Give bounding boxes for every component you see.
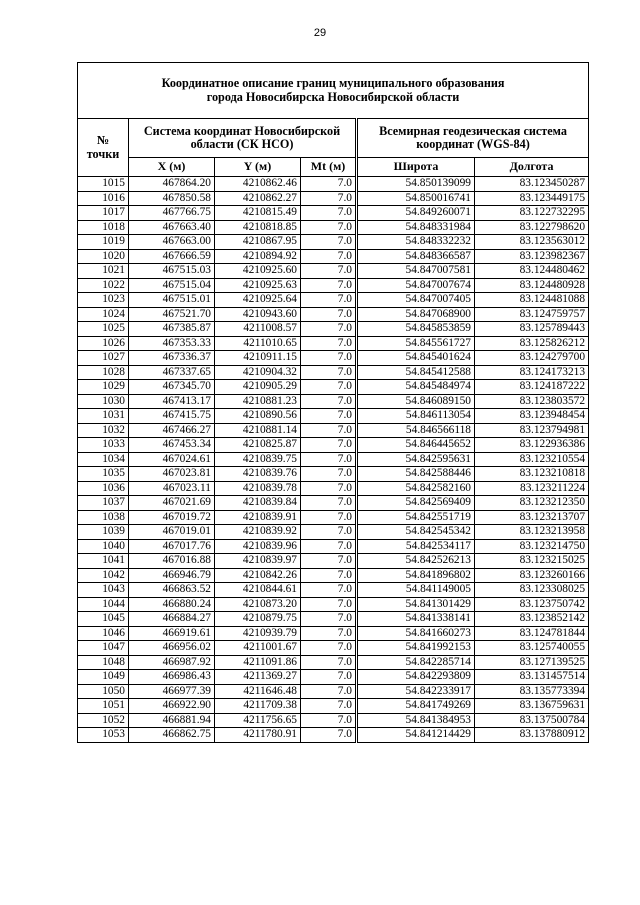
x-coordinate-cell: 466880.24 bbox=[129, 597, 215, 612]
latitude-cell: 54.841384953 bbox=[357, 713, 475, 728]
point-number-cell: 1027 bbox=[78, 351, 129, 366]
table-row bbox=[78, 510, 589, 525]
point-number-cell: 1038 bbox=[78, 510, 129, 525]
y-coordinate-cell: 4210943.60 bbox=[215, 307, 301, 322]
latitude-cell: 54.847007674 bbox=[357, 278, 475, 293]
y-coordinate-cell: 4210818.85 bbox=[215, 220, 301, 235]
mt-cell: 7.0 bbox=[301, 293, 357, 308]
table-row bbox=[78, 583, 589, 598]
point-number-cell: 1034 bbox=[78, 452, 129, 467]
x-coordinate-cell: 467016.88 bbox=[129, 554, 215, 569]
x-coordinate-cell: 467515.01 bbox=[129, 293, 215, 308]
point-number-cell: 1045 bbox=[78, 612, 129, 627]
x-coordinate-cell: 467453.34 bbox=[129, 438, 215, 453]
latitude-cell: 54.850016741 bbox=[357, 191, 475, 206]
latitude-cell: 54.841749269 bbox=[357, 699, 475, 714]
latitude-cell: 54.845412588 bbox=[357, 365, 475, 380]
point-number-cell: 1017 bbox=[78, 206, 129, 221]
longitude-cell: 83.123750742 bbox=[475, 597, 589, 612]
table-title bbox=[78, 63, 589, 119]
point-number-cell: 1024 bbox=[78, 307, 129, 322]
table-row bbox=[78, 278, 589, 293]
table-row bbox=[78, 191, 589, 206]
x-coordinate-cell: 466863.52 bbox=[129, 583, 215, 598]
longitude-cell: 83.122936386 bbox=[475, 438, 589, 453]
latitude-cell: 54.842582160 bbox=[357, 481, 475, 496]
latitude-cell: 54.841992153 bbox=[357, 641, 475, 656]
latitude-cell: 54.841338141 bbox=[357, 612, 475, 627]
x-coordinate-cell: 467345.70 bbox=[129, 380, 215, 395]
mt-cell: 7.0 bbox=[301, 191, 357, 206]
y-coordinate-cell: 4210862.46 bbox=[215, 177, 301, 192]
latitude-cell: 54.842551719 bbox=[357, 510, 475, 525]
longitude-cell: 83.125740055 bbox=[475, 641, 589, 656]
longitude-cell: 83.123308025 bbox=[475, 583, 589, 598]
table-row bbox=[78, 467, 589, 482]
table-row bbox=[78, 684, 589, 699]
mt-cell: 7.0 bbox=[301, 597, 357, 612]
point-number-cell: 1030 bbox=[78, 394, 129, 409]
mt-cell: 7.0 bbox=[301, 467, 357, 482]
x-coordinate-cell: 467413.17 bbox=[129, 394, 215, 409]
x-coordinate-cell: 467337.65 bbox=[129, 365, 215, 380]
mt-cell: 7.0 bbox=[301, 699, 357, 714]
x-coordinate-cell: 467515.04 bbox=[129, 278, 215, 293]
latitude-cell: 54.847068900 bbox=[357, 307, 475, 322]
table-row bbox=[78, 322, 589, 337]
longitude-cell: 83.124781844 bbox=[475, 626, 589, 641]
x-coordinate-cell: 467415.75 bbox=[129, 409, 215, 424]
x-coordinate-cell: 467024.61 bbox=[129, 452, 215, 467]
point-number-cell: 1031 bbox=[78, 409, 129, 424]
longitude-cell: 83.123450287 bbox=[475, 177, 589, 192]
y-coordinate-cell: 4210911.15 bbox=[215, 351, 301, 366]
mt-cell: 7.0 bbox=[301, 713, 357, 728]
wgs-system-header-line-1: Всемирная геодезическая система bbox=[379, 123, 567, 138]
table-row bbox=[78, 728, 589, 743]
x-coordinate-cell: 466922.90 bbox=[129, 699, 215, 714]
x-coordinate-cell: 467017.76 bbox=[129, 539, 215, 554]
mt-cell: 7.0 bbox=[301, 307, 357, 322]
point-number-cell: 1049 bbox=[78, 670, 129, 685]
x-coordinate-cell: 466986.43 bbox=[129, 670, 215, 685]
point-number-header-line-1: № bbox=[96, 133, 110, 147]
y-coordinate-cell: 4210881.14 bbox=[215, 423, 301, 438]
y-coordinate-cell: 4211756.65 bbox=[215, 713, 301, 728]
latitude-cell: 54.841301429 bbox=[357, 597, 475, 612]
x-coordinate-cell: 467019.01 bbox=[129, 525, 215, 540]
longitude-cell: 83.123212350 bbox=[475, 496, 589, 511]
y-coordinate-cell: 4210839.91 bbox=[215, 510, 301, 525]
latitude-cell: 54.846113054 bbox=[357, 409, 475, 424]
point-number-cell: 1041 bbox=[78, 554, 129, 569]
point-number-header bbox=[78, 119, 129, 177]
longitude-cell: 83.124187222 bbox=[475, 380, 589, 395]
coordinates-table bbox=[77, 62, 589, 743]
table-title-line-2: города Новосибирска Новосибирской области bbox=[206, 89, 460, 104]
table-row bbox=[78, 235, 589, 250]
mt-cell: 7.0 bbox=[301, 728, 357, 743]
mt-cell: 7.0 bbox=[301, 568, 357, 583]
longitude-cell: 83.123794981 bbox=[475, 423, 589, 438]
point-number-cell: 1050 bbox=[78, 684, 129, 699]
mt-cell: 7.0 bbox=[301, 336, 357, 351]
mt-cell: 7.0 bbox=[301, 452, 357, 467]
longitude-cell: 83.124759757 bbox=[475, 307, 589, 322]
point-number-cell: 1026 bbox=[78, 336, 129, 351]
y-coordinate-cell: 4210867.95 bbox=[215, 235, 301, 250]
latitude-cell: 54.841149005 bbox=[357, 583, 475, 598]
y-coordinate-cell: 4210839.97 bbox=[215, 554, 301, 569]
x-coordinate-cell: 466956.02 bbox=[129, 641, 215, 656]
latitude-cell: 54.845484974 bbox=[357, 380, 475, 395]
mt-cell: 7.0 bbox=[301, 539, 357, 554]
y-coordinate-cell: 4210839.75 bbox=[215, 452, 301, 467]
longitude-cell: 83.123210818 bbox=[475, 467, 589, 482]
x-column-header: X (м) bbox=[129, 158, 215, 177]
mt-cell: 7.0 bbox=[301, 394, 357, 409]
mt-cell: 7.0 bbox=[301, 365, 357, 380]
mt-cell: 7.0 bbox=[301, 351, 357, 366]
point-number-cell: 1047 bbox=[78, 641, 129, 656]
longitude-cell: 83.123210554 bbox=[475, 452, 589, 467]
table-row bbox=[78, 568, 589, 583]
y-coordinate-cell: 4210839.84 bbox=[215, 496, 301, 511]
point-number-cell: 1048 bbox=[78, 655, 129, 670]
x-coordinate-cell: 466987.92 bbox=[129, 655, 215, 670]
table-row bbox=[78, 336, 589, 351]
table-row bbox=[78, 423, 589, 438]
latitude-cell: 54.847007405 bbox=[357, 293, 475, 308]
point-number-cell: 1053 bbox=[78, 728, 129, 743]
y-coordinate-cell: 4210839.92 bbox=[215, 525, 301, 540]
latitude-cell: 54.842595631 bbox=[357, 452, 475, 467]
y-coordinate-cell: 4210839.96 bbox=[215, 539, 301, 554]
y-coordinate-cell: 4210842.26 bbox=[215, 568, 301, 583]
mt-cell: 7.0 bbox=[301, 481, 357, 496]
table-row bbox=[78, 699, 589, 714]
mt-cell: 7.0 bbox=[301, 583, 357, 598]
latitude-cell: 54.845401624 bbox=[357, 351, 475, 366]
y-coordinate-cell: 4210890.56 bbox=[215, 409, 301, 424]
table-row bbox=[78, 612, 589, 627]
table-row bbox=[78, 539, 589, 554]
y-coordinate-cell: 4210925.63 bbox=[215, 278, 301, 293]
table-row bbox=[78, 293, 589, 308]
mt-cell: 7.0 bbox=[301, 684, 357, 699]
point-number-cell: 1021 bbox=[78, 264, 129, 279]
table-row bbox=[78, 206, 589, 221]
mt-cell: 7.0 bbox=[301, 249, 357, 264]
x-coordinate-cell: 467864.20 bbox=[129, 177, 215, 192]
latitude-cell: 54.846566118 bbox=[357, 423, 475, 438]
x-coordinate-cell: 467663.00 bbox=[129, 235, 215, 250]
latitude-cell: 54.841896802 bbox=[357, 568, 475, 583]
latitude-cell: 54.841660273 bbox=[357, 626, 475, 641]
latitude-cell: 54.842569409 bbox=[357, 496, 475, 511]
x-coordinate-cell: 467766.75 bbox=[129, 206, 215, 221]
x-coordinate-cell: 467850.58 bbox=[129, 191, 215, 206]
mt-cell: 7.0 bbox=[301, 525, 357, 540]
longitude-cell: 83.123563012 bbox=[475, 235, 589, 250]
latitude-cell: 54.846445652 bbox=[357, 438, 475, 453]
wgs-system-header-line-2: координат (WGS-84) bbox=[416, 137, 530, 151]
latitude-cell: 54.841214429 bbox=[357, 728, 475, 743]
longitude-cell: 83.124173213 bbox=[475, 365, 589, 380]
mt-cell: 7.0 bbox=[301, 235, 357, 250]
latitude-cell: 54.842588446 bbox=[357, 467, 475, 482]
y-coordinate-cell: 4210881.23 bbox=[215, 394, 301, 409]
point-number-cell: 1018 bbox=[78, 220, 129, 235]
table-row bbox=[78, 307, 589, 322]
table-row bbox=[78, 496, 589, 511]
local-system-header-line-1: Система координат Новосибирской bbox=[143, 123, 341, 138]
point-number-header-line-2: точки bbox=[86, 146, 120, 161]
mt-cell: 7.0 bbox=[301, 641, 357, 656]
point-number-cell: 1025 bbox=[78, 322, 129, 337]
x-coordinate-cell: 466946.79 bbox=[129, 568, 215, 583]
latitude-cell: 54.848331984 bbox=[357, 220, 475, 235]
table-row bbox=[78, 264, 589, 279]
mt-cell: 7.0 bbox=[301, 380, 357, 395]
local-system-header bbox=[129, 119, 357, 158]
point-number-cell: 1052 bbox=[78, 713, 129, 728]
longitude-cell: 83.122732295 bbox=[475, 206, 589, 221]
longitude-cell: 83.123215025 bbox=[475, 554, 589, 569]
latitude-cell: 54.848332232 bbox=[357, 235, 475, 250]
longitude-cell: 83.124480928 bbox=[475, 278, 589, 293]
longitude-cell: 83.122798620 bbox=[475, 220, 589, 235]
mt-cell: 7.0 bbox=[301, 264, 357, 279]
longitude-cell: 83.124480462 bbox=[475, 264, 589, 279]
point-number-cell: 1035 bbox=[78, 467, 129, 482]
mt-cell: 7.0 bbox=[301, 496, 357, 511]
mt-cell: 7.0 bbox=[301, 612, 357, 627]
x-coordinate-cell: 467353.33 bbox=[129, 336, 215, 351]
longitude-cell: 83.123948454 bbox=[475, 409, 589, 424]
y-coordinate-cell: 4210879.75 bbox=[215, 612, 301, 627]
coordinates-rows bbox=[78, 177, 589, 743]
point-number-cell: 1022 bbox=[78, 278, 129, 293]
longitude-cell: 83.123213707 bbox=[475, 510, 589, 525]
y-coordinate-cell: 4210894.92 bbox=[215, 249, 301, 264]
point-number-cell: 1020 bbox=[78, 249, 129, 264]
y-column-header: Y (м) bbox=[215, 158, 301, 177]
mt-cell: 7.0 bbox=[301, 626, 357, 641]
latitude-cell: 54.842545342 bbox=[357, 525, 475, 540]
mt-cell: 7.0 bbox=[301, 278, 357, 293]
x-coordinate-cell: 467336.37 bbox=[129, 351, 215, 366]
longitude-cell: 83.125789443 bbox=[475, 322, 589, 337]
point-number-cell: 1028 bbox=[78, 365, 129, 380]
y-coordinate-cell: 4210839.76 bbox=[215, 467, 301, 482]
y-coordinate-cell: 4210939.79 bbox=[215, 626, 301, 641]
x-coordinate-cell: 466862.75 bbox=[129, 728, 215, 743]
longitude-cell: 83.123211224 bbox=[475, 481, 589, 496]
x-coordinate-cell: 467023.11 bbox=[129, 481, 215, 496]
point-number-cell: 1042 bbox=[78, 568, 129, 583]
point-number-cell: 1023 bbox=[78, 293, 129, 308]
mt-cell: 7.0 bbox=[301, 409, 357, 424]
y-coordinate-cell: 4211091.86 bbox=[215, 655, 301, 670]
table-row bbox=[78, 409, 589, 424]
page-number: 29 bbox=[313, 27, 327, 39]
longitude-cell: 83.123214750 bbox=[475, 539, 589, 554]
y-coordinate-cell: 4211646.48 bbox=[215, 684, 301, 699]
y-coordinate-cell: 4210873.20 bbox=[215, 597, 301, 612]
mt-cell: 7.0 bbox=[301, 554, 357, 569]
y-coordinate-cell: 4211709.38 bbox=[215, 699, 301, 714]
local-system-header-line-2: области (СК НСО) bbox=[190, 137, 294, 151]
longitude-cell: 83.123213958 bbox=[475, 525, 589, 540]
latitude-cell: 54.842293809 bbox=[357, 670, 475, 685]
latitude-cell: 54.845853859 bbox=[357, 322, 475, 337]
table-row bbox=[78, 249, 589, 264]
x-coordinate-cell: 467663.40 bbox=[129, 220, 215, 235]
table-row bbox=[78, 481, 589, 496]
x-coordinate-cell: 467023.81 bbox=[129, 467, 215, 482]
longitude-cell: 83.131457514 bbox=[475, 670, 589, 685]
longitude-cell: 83.123852142 bbox=[475, 612, 589, 627]
longitude-cell: 83.123803572 bbox=[475, 394, 589, 409]
table-title-line-1: Координатное описание границ муниципального образования bbox=[161, 76, 505, 90]
mt-cell: 7.0 bbox=[301, 177, 357, 192]
x-coordinate-cell: 467021.69 bbox=[129, 496, 215, 511]
table-row bbox=[78, 641, 589, 656]
table-row bbox=[78, 452, 589, 467]
latitude-cell: 54.842233917 bbox=[357, 684, 475, 699]
x-coordinate-cell: 466884.27 bbox=[129, 612, 215, 627]
table-row bbox=[78, 177, 589, 192]
longitude-cell: 83.124481088 bbox=[475, 293, 589, 308]
table-row bbox=[78, 438, 589, 453]
latitude-cell: 54.845561727 bbox=[357, 336, 475, 351]
table-row bbox=[78, 713, 589, 728]
latitude-cell: 54.846089150 bbox=[357, 394, 475, 409]
table-row bbox=[78, 365, 589, 380]
point-number-cell: 1033 bbox=[78, 438, 129, 453]
mt-column-header: Mt (м) bbox=[301, 158, 357, 177]
y-coordinate-cell: 4211780.91 bbox=[215, 728, 301, 743]
point-number-cell: 1046 bbox=[78, 626, 129, 641]
y-coordinate-cell: 4211010.65 bbox=[215, 336, 301, 351]
point-number-cell: 1019 bbox=[78, 235, 129, 250]
table-row bbox=[78, 554, 589, 569]
point-number-cell: 1043 bbox=[78, 583, 129, 598]
y-coordinate-cell: 4210825.87 bbox=[215, 438, 301, 453]
table-row bbox=[78, 394, 589, 409]
mt-cell: 7.0 bbox=[301, 322, 357, 337]
longitude-cell: 83.123982367 bbox=[475, 249, 589, 264]
latitude-cell: 54.842285714 bbox=[357, 655, 475, 670]
latitude-cell: 54.847007581 bbox=[357, 264, 475, 279]
y-coordinate-cell: 4210844.61 bbox=[215, 583, 301, 598]
longitude-cell: 83.137880912 bbox=[475, 728, 589, 743]
table-row bbox=[78, 626, 589, 641]
table-row bbox=[78, 655, 589, 670]
point-number-cell: 1044 bbox=[78, 597, 129, 612]
point-number-cell: 1051 bbox=[78, 699, 129, 714]
longitude-cell: 83.125826212 bbox=[475, 336, 589, 351]
y-coordinate-cell: 4211001.67 bbox=[215, 641, 301, 656]
longitude-cell: 83.127139525 bbox=[475, 655, 589, 670]
mt-cell: 7.0 bbox=[301, 423, 357, 438]
latitude-cell: 54.848366587 bbox=[357, 249, 475, 264]
x-coordinate-cell: 467385.87 bbox=[129, 322, 215, 337]
x-coordinate-cell: 467515.03 bbox=[129, 264, 215, 279]
point-number-cell: 1037 bbox=[78, 496, 129, 511]
mt-cell: 7.0 bbox=[301, 206, 357, 221]
y-coordinate-cell: 4210862.27 bbox=[215, 191, 301, 206]
latitude-cell: 54.850139099 bbox=[357, 177, 475, 192]
y-coordinate-cell: 4210925.64 bbox=[215, 293, 301, 308]
y-coordinate-cell: 4210839.78 bbox=[215, 481, 301, 496]
wgs-system-header bbox=[357, 119, 589, 158]
longitude-cell: 83.136759631 bbox=[475, 699, 589, 714]
y-coordinate-cell: 4210905.29 bbox=[215, 380, 301, 395]
table-row bbox=[78, 351, 589, 366]
point-number-cell: 1015 bbox=[78, 177, 129, 192]
table-row bbox=[78, 220, 589, 235]
point-number-cell: 1016 bbox=[78, 191, 129, 206]
latitude-cell: 54.842534117 bbox=[357, 539, 475, 554]
latitude-column-header: Широта bbox=[357, 158, 475, 177]
table-row bbox=[78, 670, 589, 685]
point-number-cell: 1036 bbox=[78, 481, 129, 496]
latitude-cell: 54.842526213 bbox=[357, 554, 475, 569]
longitude-cell: 83.135773394 bbox=[475, 684, 589, 699]
x-coordinate-cell: 467666.59 bbox=[129, 249, 215, 264]
y-coordinate-cell: 4210925.60 bbox=[215, 264, 301, 279]
x-coordinate-cell: 466977.39 bbox=[129, 684, 215, 699]
y-coordinate-cell: 4210815.49 bbox=[215, 206, 301, 221]
y-coordinate-cell: 4211369.27 bbox=[215, 670, 301, 685]
point-number-cell: 1032 bbox=[78, 423, 129, 438]
mt-cell: 7.0 bbox=[301, 655, 357, 670]
y-coordinate-cell: 4211008.57 bbox=[215, 322, 301, 337]
mt-cell: 7.0 bbox=[301, 510, 357, 525]
point-number-cell: 1039 bbox=[78, 525, 129, 540]
mt-cell: 7.0 bbox=[301, 438, 357, 453]
point-number-cell: 1040 bbox=[78, 539, 129, 554]
point-number-cell: 1029 bbox=[78, 380, 129, 395]
table-row bbox=[78, 525, 589, 540]
x-coordinate-cell: 466881.94 bbox=[129, 713, 215, 728]
mt-cell: 7.0 bbox=[301, 220, 357, 235]
latitude-cell: 54.849260071 bbox=[357, 206, 475, 221]
x-coordinate-cell: 467019.72 bbox=[129, 510, 215, 525]
x-coordinate-cell: 467466.27 bbox=[129, 423, 215, 438]
longitude-cell: 83.137500784 bbox=[475, 713, 589, 728]
mt-cell: 7.0 bbox=[301, 670, 357, 685]
x-coordinate-cell: 466919.61 bbox=[129, 626, 215, 641]
longitude-cell: 83.123449175 bbox=[475, 191, 589, 206]
x-coordinate-cell: 467521.70 bbox=[129, 307, 215, 322]
longitude-cell: 83.123260166 bbox=[475, 568, 589, 583]
table-row bbox=[78, 380, 589, 395]
longitude-cell: 83.124279700 bbox=[475, 351, 589, 366]
table-row bbox=[78, 597, 589, 612]
y-coordinate-cell: 4210904.32 bbox=[215, 365, 301, 380]
longitude-column-header: Долгота bbox=[475, 158, 589, 177]
